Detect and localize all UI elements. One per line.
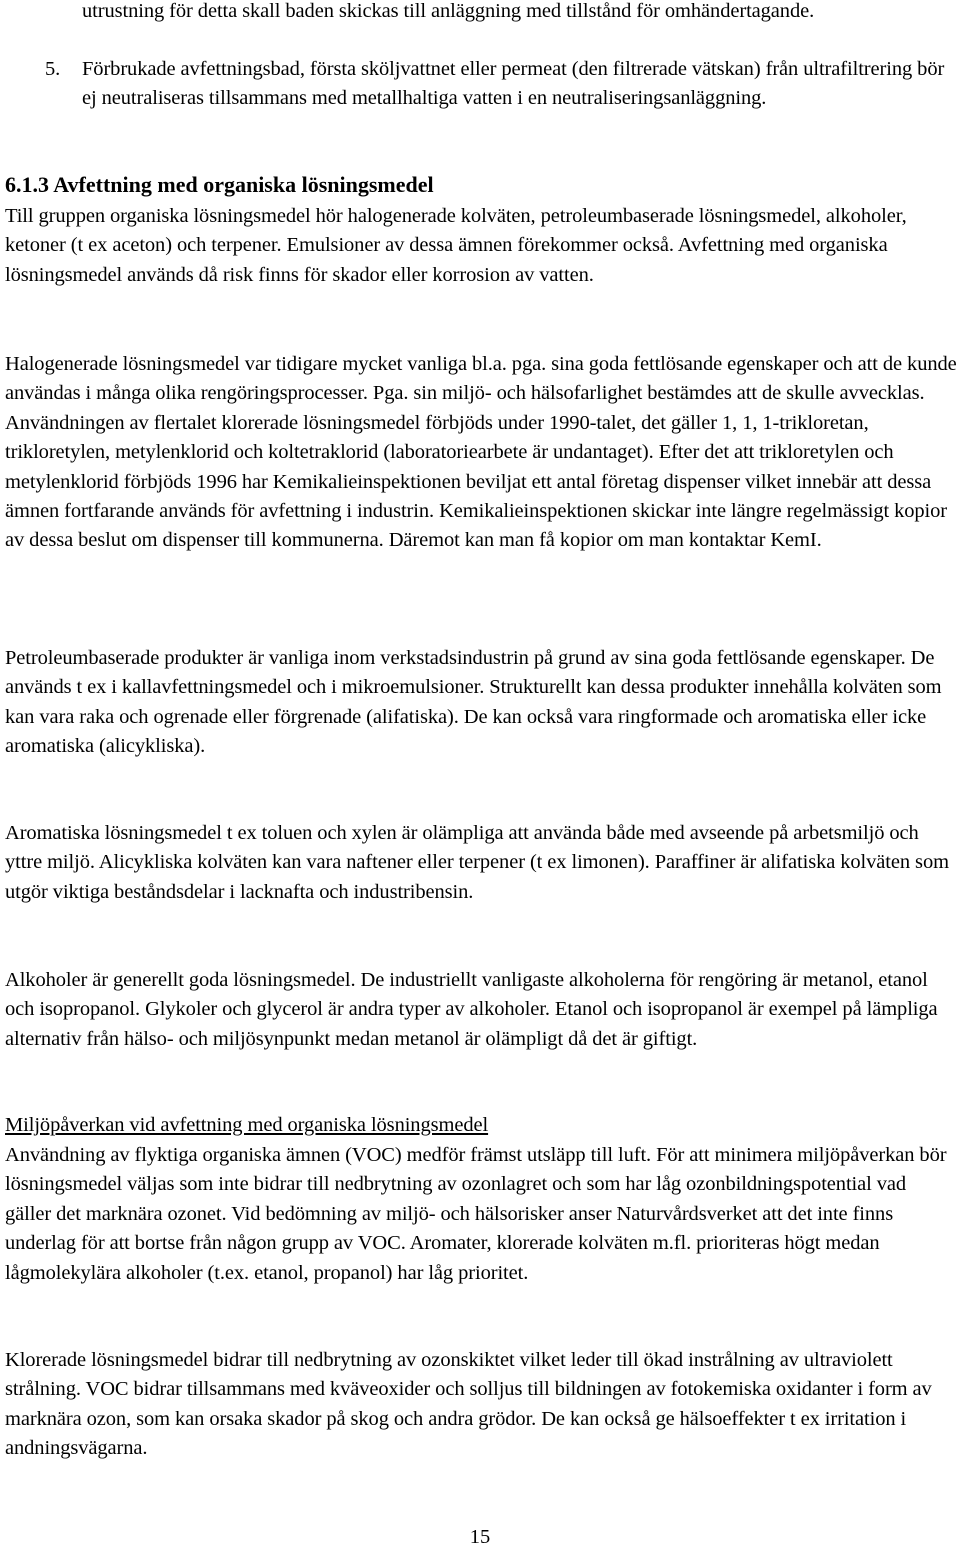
section-heading: 6.1.3 Avfettning med organiska lösningsmedel <box>5 172 434 197</box>
subheading: Miljöpåverkan vid avfettning med organiska lösningsmedel <box>5 1114 489 1136</box>
paragraph-1: Till gruppen organiska lösningsmedel hör halogenerade kolväten, petroleumbaserade lösningsmedel, alkoholer, ketoner (t ex aceton) och terpener. Emulsioner av dessa ämnen förekommer också. Avfettning med organiska lösningsmedel används då risk finns för skador eller korrosion av vatten. <box>5 205 907 286</box>
paragraph-7: Klorerade lösningsmedel bidrar till nedbrytning av ozonskiktet vilket leder till ökad instrålning av ultraviolett strålning. VOC bidrar tillsammans med kväveoxider och solljus till bildningen av fotokemiska oxidanter i form av marknära ozon, som kan orsaka skador på skog och andra grödor. De kan också ge hälsoeffekter t ex irritation i andningsvägarna. <box>5 1349 932 1460</box>
list-item-number: 5. <box>45 58 61 80</box>
list-continuation-text: utrustning för detta skall baden skickas till anläggning med tillstånd för omhändertagande. <box>82 0 815 22</box>
paragraph-6: Användning av flyktiga organiska ämnen (VOC) medför främst utsläpp till luft. För att minimera miljöpåverkan bör lösningsmedel väljas som inte bidrar till nedbrytning av ozonlagret och som har låg ozonbildningspotential vad gäller det marknära ozonet. Vid bedömning av miljö- och hälsorisker anser Naturvårdsverket att det inte finns underlag för att bortse från någon grupp av VOC. Aromater, klorerade kolväten m.fl. prioriteras högt medan lågmolekylära alkoholer (t.ex. etanol, propanol) har låg prioritet. <box>5 1144 947 1284</box>
paragraph-2: Halogenerade lösningsmedel var tidigare mycket vanliga bl.a. pga. sina goda fettlösande egenskaper och att de kunde användas i många olika rengöringsprocesser. Pga. sin miljö- och hälsofarlighet bestämdes att de skulle avvecklas. Användningen av flertalet klorerade lösningsmedel förbjöds under 1990-talet, det gäller 1, 1, 1-trikloretan, trikloretylen, metylenklorid och koltetraklorid (laboratoriearbete är undantaget). Efter det att trikloretylen och metylenklorid förbjöds 1996 har Kemikalieinspektionen beviljat ett antal företag dispenser vilket innebär att dessa ämnen fortfarande används för avfettning i industrin. Kemikalieinspektionen skickar inte längre regelmässigt kopior av dessa beslut om dispenser till kommunerna. Däremot kan man få kopior om man kontaktar KemI. <box>5 353 957 552</box>
page-number: 15 <box>469 1526 491 1548</box>
paragraph-5: Alkoholer är generellt goda lösningsmedel. De industriellt vanligaste alkoholerna för rengöring är metanol, etanol och isopropanol. Glykoler och glycerol är andra typer av alkoholer. Etanol och isopropanol är exempel på lämpliga alternativ från hälso- och miljösynpunkt medan metanol är olämpligt då det är giftigt. <box>5 969 938 1050</box>
list-item-text: Förbrukade avfettningsbad, första sköljvattnet eller permeat (den filtrerade vätskan) från ultrafiltrering bör ej neutraliseras tillsammans med metallhaltiga vatten i en neutraliseringsanläggning. <box>82 58 945 110</box>
paragraph-4: Aromatiska lösningsmedel t ex toluen och xylen är olämpliga att använda både med avseende på arbetsmiljö och yttre miljö. Alicykliska kolväten kan vara naftener eller terpener (t ex limonen). Paraffiner är alifatiska kolväten som utgör viktiga beståndsdelar i lacknafta och industribensin. <box>5 822 949 903</box>
paragraph-3: Petroleumbaserade produkter är vanliga inom verkstadsindustrin på grund av sina goda fettlösande egenskaper. De används t ex i kallavfettningsmedel och i mikroemulsioner. Strukturellt kan dessa produkter innehålla kolväten som kan vara raka och ogrenade eller förgrenade (alifatiska). De kan också vara ringformade och aromatiska eller icke aromatiska (alicykliska). <box>5 647 942 758</box>
